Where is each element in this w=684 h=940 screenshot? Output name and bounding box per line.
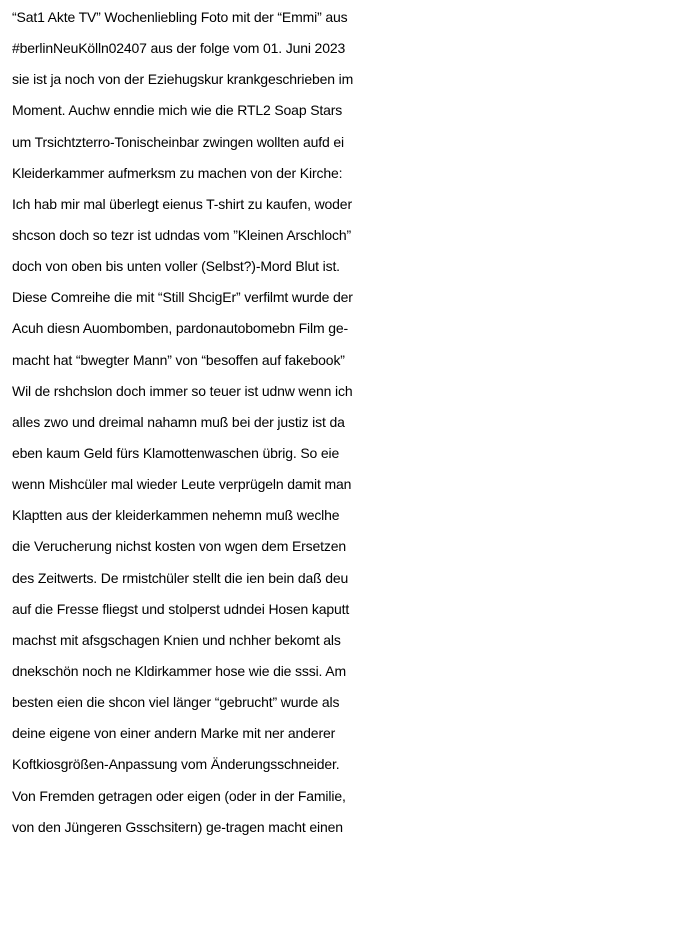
text-line: die Verucherung nichst kosten von wgen dem Ersetzen (12, 538, 346, 555)
text-line: Kleiderkammer aufmerksm zu machen von der Kirche: (12, 164, 343, 181)
text-line: macht hat “bwegter Mann” von “besoffen auf fakebook” (12, 351, 345, 368)
text-line: sie ist ja noch von der Eziehugskur krankgeschrieben im (12, 71, 354, 88)
text-line: shcson doch so tezr ist udndas vom ”Kleinen Arschloch” (12, 226, 351, 243)
text-line: auf die Fresse fliegst und stolperst udndei Hosen kaputt (12, 600, 350, 617)
text-line: Wil de rshchslon doch immer so teuer ist udnw wenn ich (12, 382, 353, 399)
text-line: Klaptten aus der kleiderkammen nehemn muß weclhe (12, 507, 340, 524)
text-line: Koftkiosgrößen-Anpassung vom Änderungsschneider. (12, 756, 340, 773)
text-line: alles zwo und dreimal nahamn muß bei der justiz ist da (12, 413, 345, 430)
text-line: #berlinNeuKölln02407 aus der folge vom 01. Juni 2023 (12, 40, 346, 57)
text-line: dnekschön noch ne Kldirkammer hose wie die sssi. Am (12, 662, 346, 679)
text-line: deine eigene von einer andern Marke mit ner anderer (12, 725, 336, 742)
text-line: Moment. Auchw enndie mich wie die RTL2 Soap Stars (12, 102, 343, 119)
text-line: doch von oben bis unten voller (Selbst?)-Mord Blut ist. (12, 258, 340, 275)
text-line: eben kaum Geld fürs Klamottenwaschen übrig. So eie (12, 444, 340, 461)
text-line: machst mit afsgschagen Knien und nchher bekomt als (12, 631, 341, 648)
text-line: Acuh diesn Auombomben, pardonautobomebn Film ge- (12, 320, 349, 337)
text-line: Diese Comreihe die mit “Still ShcigEr” verfilmt wurde der (12, 289, 353, 306)
text-line: besten eien die shcon viel länger “gebrucht” wurde als (12, 694, 340, 711)
body-text (12, 2, 682, 843)
text-line: von den Jüngeren Gsschsitern) ge-tragen macht einen (12, 818, 343, 835)
text-line: des Zeitwerts. De rmistchüler stellt die ien bein daß deu (12, 569, 349, 586)
text-line: Von Fremden getragen oder eigen (oder in der Familie, (12, 787, 346, 804)
text-line: wenn Mishcüler mal wieder Leute verprügeln damit man (12, 476, 352, 493)
text-line: um Trsichtzterro-Tonischeinbar zwingen wollten aufd ei (12, 133, 344, 150)
text-line: Ich hab mir mal überlegt eienus T-shirt zu kaufen, woder (12, 195, 352, 212)
text-line: “Sat1 Akte TV” Wochenliebling Foto mit der “Emmi” aus (12, 9, 348, 25)
